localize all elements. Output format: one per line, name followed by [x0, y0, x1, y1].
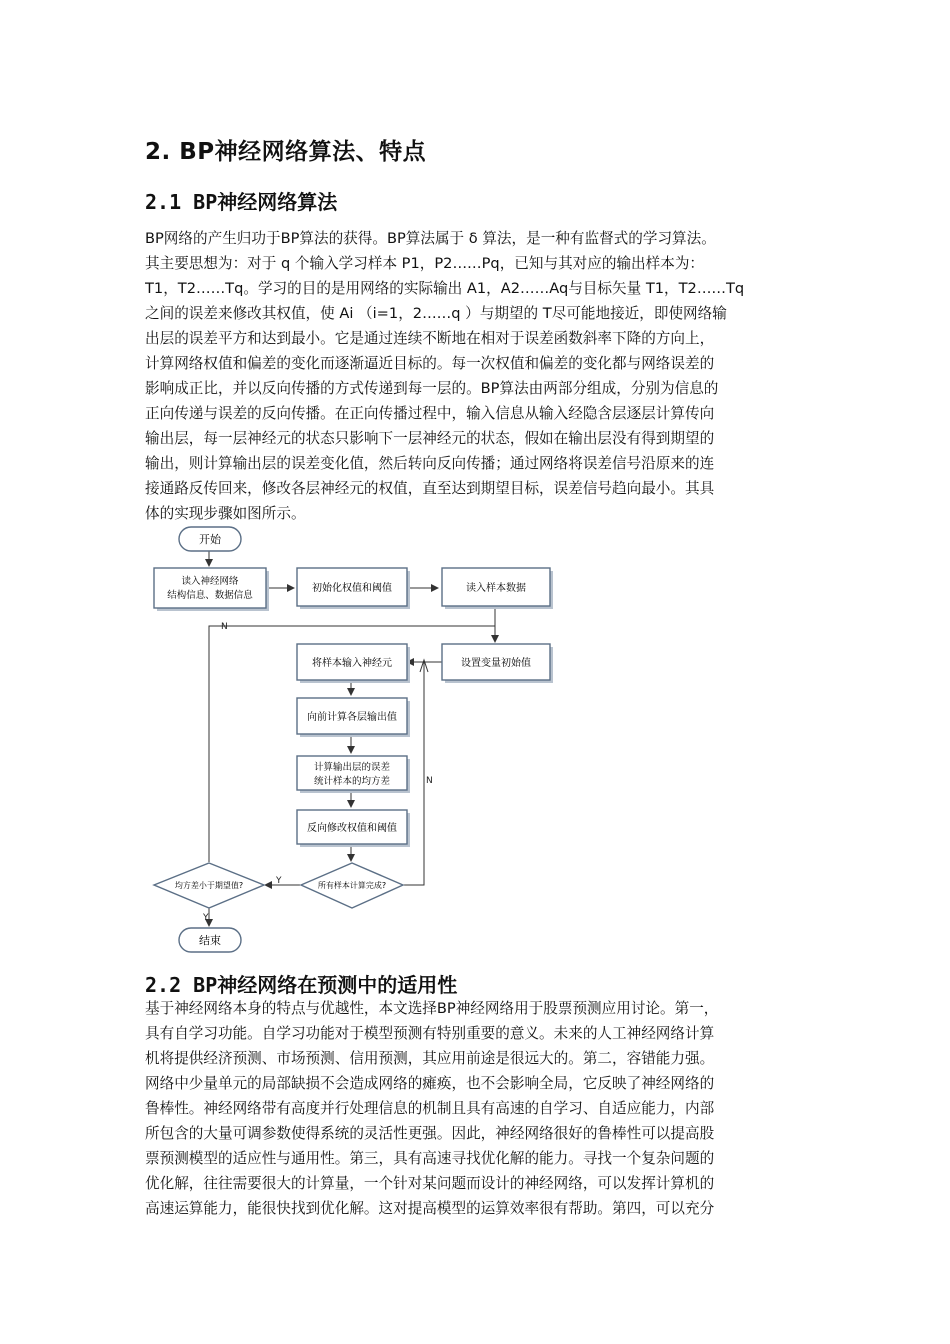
- text-line: 高速运算能力，能很快找到优化解。这对提高模型的运算效率很有帮助。第四，可以充分: [145, 1200, 715, 1217]
- label-yes-left: Y: [276, 876, 282, 886]
- read-network-box: [154, 568, 266, 608]
- text-line: 网络中少量单元的局部缺损不会造成网络的瘫痪，也不会影响全局，它反映了神经网络的: [145, 1075, 715, 1092]
- text-line: 所包含的大量可调参数使得系统的灵活性更强。因此，神经网络很好的鲁棒性可以提高股: [145, 1125, 715, 1142]
- paragraph-bp-algorithm: [145, 226, 820, 526]
- label-yes-bottom: Y: [203, 913, 209, 923]
- text-line: 正向传递与误差的反向传播。在正向传播过程中，输入信息从输入经隐含层逐层计算传向: [145, 405, 715, 422]
- subsection-title-2-2: 2.2 BP神经网络在预测中的适用性: [145, 973, 458, 997]
- backprop-label: 反向修改权值和阈值: [307, 823, 397, 834]
- text-line: 计算网络权值和偏差的变化而逐渐逼近目标的。每一次权值和偏差的变化都与网络误差的: [145, 355, 715, 372]
- text-line: 基于神经网络本身的特点与优越性，本文选择BP神经网络用于股票预测应用讨论。第一，: [145, 1000, 719, 1017]
- text-line: 出层的误差平方和达到最小。它是通过连续不断地在相对于误差函数斜率下降的方向上，: [145, 330, 715, 347]
- text-line: 影响成正比，并以反向传播的方式传递到每一层的。BP算法由两部分组成，分别为信息的: [145, 380, 719, 397]
- text-line: 机将提供经济预测、市场预测、信用预测，其应用前途是很远大的。第二，容错能力强。: [145, 1050, 715, 1067]
- input-sample-label: 将样本输入神经元: [312, 658, 392, 669]
- section-title: 2. BP神经网络算法、特点: [145, 139, 427, 165]
- mse-check-label: 均方差小于期望值?: [174, 881, 244, 890]
- set-initial-label: 设置变量初始值: [461, 658, 531, 669]
- text-line: 优化解，往往需要很大的计算量，一个针对某问题而设计的神经网络，可以发挥计算机的: [145, 1175, 715, 1192]
- calc-error-line2: 统计样本的均方差: [313, 776, 391, 787]
- bp-flowchart: [145, 522, 565, 954]
- end-label: 结束: [199, 934, 221, 947]
- text-line: 体的实现步骤如图所示。: [145, 505, 306, 522]
- paragraph-applicability: [145, 996, 820, 1221]
- text-line: BP网络的产生归功于BP算法的获得。BP算法属于 δ 算法，是一种有监督式的学习算法。: [145, 230, 716, 247]
- init-weights-label: 初始化权值和阈值: [312, 583, 392, 594]
- text-line: 具有自学习功能。自学习功能对于模型预测有特别重要的意义。未来的人工神经网络计算: [145, 1025, 715, 1042]
- label-no-right: N: [426, 776, 433, 786]
- read-network-line2: 结构信息、数据信息: [167, 590, 253, 601]
- start-label: 开始: [199, 533, 221, 546]
- read-network-line1: 读入神经网络: [181, 576, 239, 587]
- label-no-top: N: [221, 622, 228, 632]
- all-samples-done-label: 所有样本计算完成?: [317, 881, 387, 890]
- text-line: 输出层，每一层神经元的状态只影响下一层神经元的状态，假如在输出层没有得到期望的: [145, 430, 715, 447]
- subsection-title-2-1: 2.1 BP神经网络算法: [145, 190, 338, 214]
- text-line: 之间的误差来修改其权值，使 Ai （i=1，2……q ）与期望的 T尽可能地接近，即使网络输: [145, 305, 727, 322]
- read-samples-label: 读入样本数据: [466, 583, 526, 594]
- text-line: 票预测模型的适应性与通用性。第三，具有高速寻找优化解的能力。寻找一个复杂问题的: [145, 1150, 715, 1167]
- text-line: 鲁棒性。神经网络带有高度并行处理信息的机制且具有高速的自学习、自适应能力，内部: [145, 1100, 715, 1117]
- text-line: 接通路反传回来，修改各层神经元的权值，直至达到期望目标，误差信号趋向最小。其具: [145, 480, 715, 497]
- text-line: T1，T2……Tq。学习的目的是用网络的实际输出 A1，A2……Aq与目标矢量 T1，T2……Tq: [145, 280, 745, 297]
- forward-label: 向前计算各层输出值: [307, 712, 397, 723]
- text-line: 其主要思想为：对于 q 个输入学习样本 P1，P2……Pq，已知与其对应的输出样本为：: [145, 255, 705, 272]
- calc-error-line1: 计算输出层的误差: [313, 762, 391, 773]
- text-line: 输出，则计算输出层的误差变化值，然后转向反向传播；通过网络将误差信号沿原来的连: [145, 455, 715, 472]
